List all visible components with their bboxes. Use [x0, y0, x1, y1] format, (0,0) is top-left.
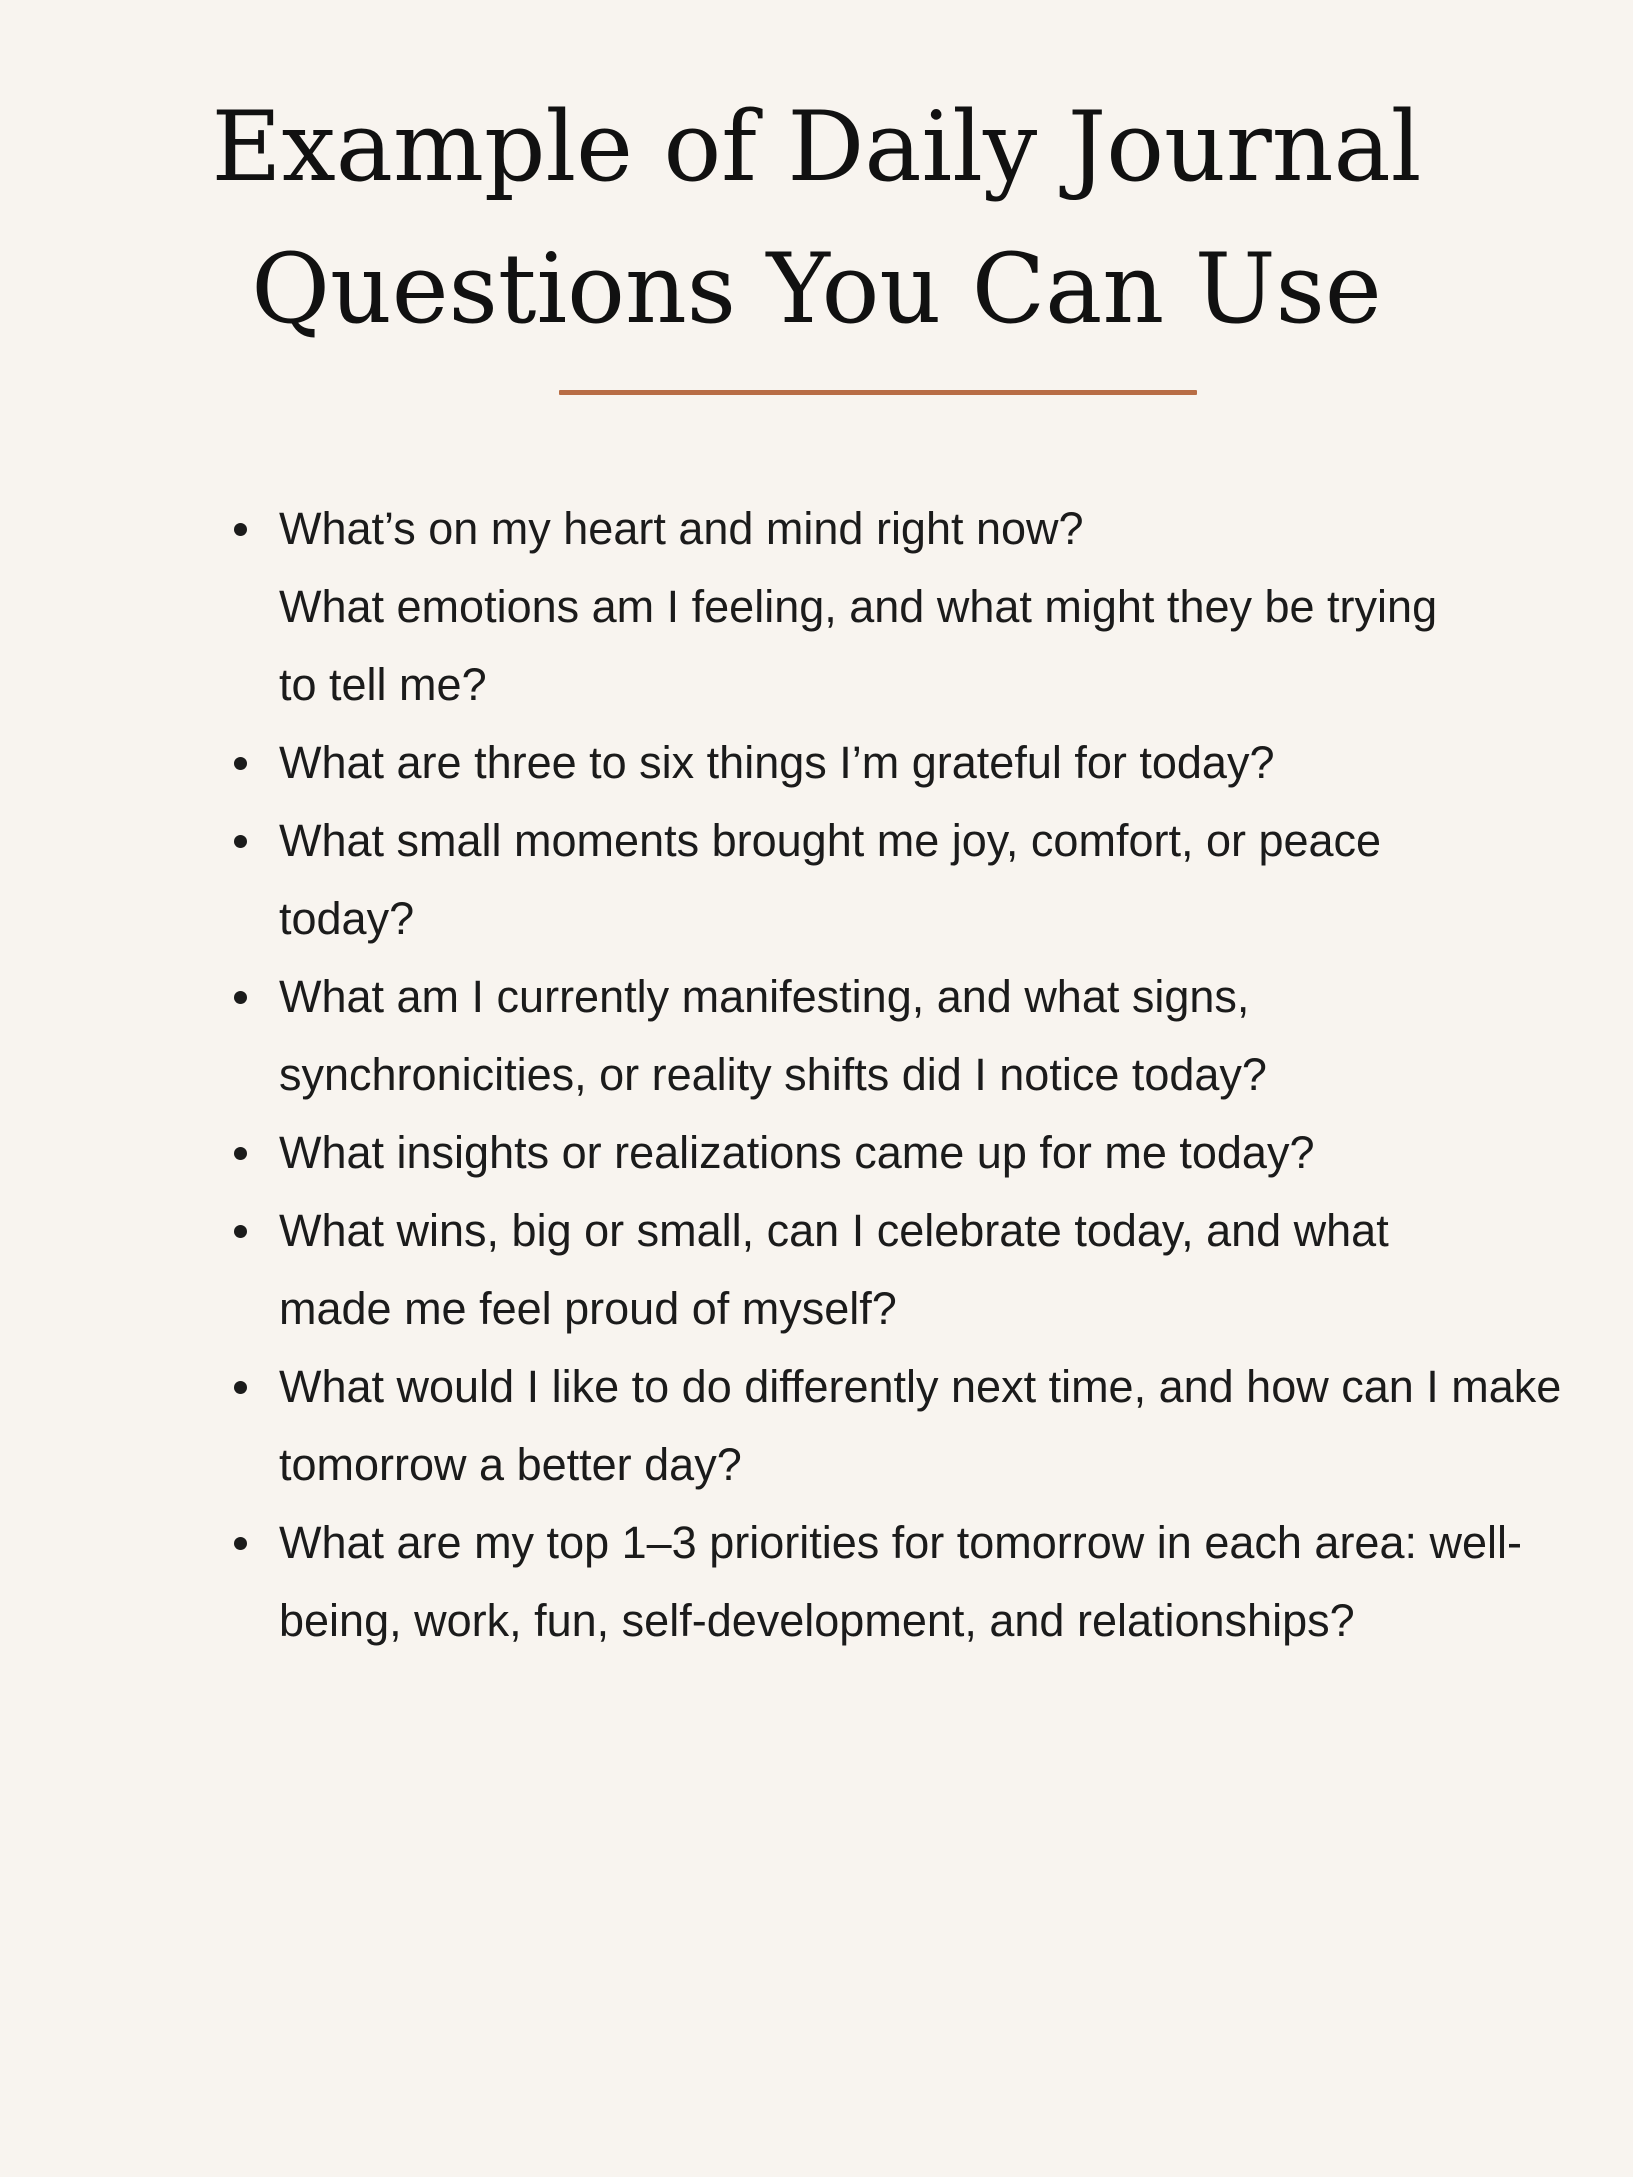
bullet-icon — [234, 1147, 247, 1160]
list-item — [0, 1348, 1633, 1504]
list-item — [0, 1114, 1633, 1192]
title-line-2: Questions You Can Use — [251, 233, 1382, 345]
list-item — [0, 724, 1633, 802]
bullet-icon — [234, 757, 247, 770]
bullet-icon — [234, 523, 247, 536]
bullet-icon — [234, 1381, 247, 1394]
bullet-icon — [234, 835, 247, 848]
question-text: What small moments brought me joy, comfort, or peace today? — [279, 815, 1382, 944]
question-text: What are my top 1–3 priorities for tomorrow in each area: well-being, work, fun, self-development, and relationships? — [279, 1517, 1522, 1646]
question-text-line: What’s on my heart and mind right now? — [279, 503, 1084, 554]
question-text-line: What emotions am I feeling, and what might they be trying to tell me? — [279, 581, 1438, 710]
bullet-icon — [234, 1537, 247, 1550]
list-item — [0, 802, 1633, 958]
title-divider — [559, 390, 1197, 395]
question-list — [0, 490, 1633, 1660]
question-text: What are three to six things I’m grateful for today? — [279, 737, 1275, 788]
question-text: What insights or realizations came up for me today? — [279, 1127, 1315, 1178]
question-text — [279, 490, 1579, 724]
bullet-icon — [234, 1225, 247, 1238]
question-text: What would I like to do differently next time, and how can I make tomorrow a better day? — [279, 1361, 1562, 1490]
list-item — [0, 1504, 1633, 1660]
title-line-1: Example of Daily Journal — [211, 91, 1422, 203]
question-text: What am I currently manifesting, and what signs, synchronicities, or reality shifts did I notice today? — [279, 971, 1267, 1100]
bullet-icon — [234, 991, 247, 1004]
list-item — [0, 490, 1633, 724]
list-item — [0, 958, 1633, 1114]
question-text: What wins, big or small, can I celebrate today, and what made me feel proud of myself? — [279, 1205, 1389, 1334]
page-title — [0, 76, 1633, 360]
list-item — [0, 1192, 1633, 1348]
